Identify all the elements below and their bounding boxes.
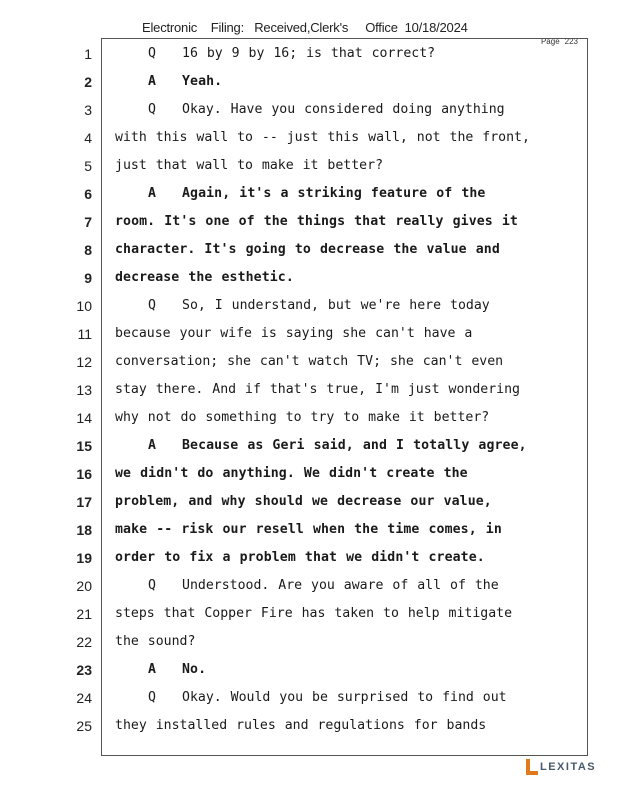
line-text: just that wall to make it better? [115,158,384,173]
line-text: because your wife is saying she can't have a [115,326,473,341]
speaker-label: A [148,438,157,453]
line-number: 14 [76,410,92,426]
line-number: 1 [84,46,92,62]
transcript-line [115,180,580,208]
line-text: stay there. And if that's true, I'm just wondering [115,382,520,397]
line-text: conversation; she can't watch TV; she can't even [115,354,504,369]
line-number: 11 [77,326,92,342]
speaker-label: A [148,662,157,677]
line-number: 16 [76,466,92,482]
page-label-text: Page [540,37,560,46]
transcript-line [115,628,580,656]
transcript-line [115,236,580,264]
transcript-line [115,572,580,600]
transcript-line [115,320,580,348]
transcript-line [115,404,580,432]
line-text: make -- risk our resell when the time comes, in [115,522,502,537]
line-number: 10 [76,298,92,314]
transcript-line [115,432,580,460]
line-number: 13 [76,382,92,398]
line-text: Okay. Would you be surprised to find out [182,690,507,705]
logo-text: LEXITAS [540,761,597,773]
line-text: they installed rules and regulations for bands [115,718,487,733]
line-number: 20 [76,578,92,594]
transcript-body [115,40,580,740]
transcript-line [115,68,580,96]
line-text: steps that Copper Fire has taken to help mitigate [115,606,513,621]
line-number: 9 [84,270,92,286]
line-text: room. It's one of the things that really gives it [115,214,518,229]
transcript-line [115,96,580,124]
speaker-label: Q [148,102,156,117]
line-text: Understood. Are you aware of all of the [182,578,499,593]
line-number: 2 [84,74,92,90]
transcript-line [115,684,580,712]
transcript-line [115,712,580,740]
line-number: 7 [84,214,92,230]
line-number-column [62,40,92,740]
speaker-label: Q [148,298,156,313]
transcript-line [115,40,580,68]
line-text: character. It's going to decrease the value and [115,242,500,257]
speaker-label: Q [148,578,156,593]
line-text: Again, it's a striking feature of the [182,186,486,201]
line-text: why not do something to try to make it better? [115,410,490,425]
speaker-label: A [148,186,157,201]
transcript-line [115,376,580,404]
transcript-line [115,348,580,376]
speaker-label: A [148,74,157,89]
line-text: decrease the esthetic. [115,270,294,285]
lexitas-logo [524,758,596,776]
line-text: we didn't do anything. We didn't create the [115,466,468,481]
line-text: order to fix a problem that we didn't create. [115,550,485,565]
transcript-line [115,544,580,572]
transcript-line [115,460,580,488]
transcript-line [115,264,580,292]
line-number: 15 [76,438,92,454]
line-number: 4 [84,130,92,146]
filing-stamp-header: Electronic Filing: Received,Clerk's Office 10/18/2024 [142,20,468,35]
line-text: Okay. Have you considered doing anything [182,102,505,117]
line-number: 21 [76,606,92,622]
transcript-line [115,208,580,236]
transcript-line [115,152,580,180]
line-number: 22 [76,634,92,650]
line-number: 6 [84,186,92,202]
line-number: 12 [76,354,92,370]
line-number: 24 [76,690,92,706]
transcript-line [115,488,580,516]
line-text: 16 by 9 by 16; is that correct? [182,46,436,61]
page-number: 223 [564,37,578,46]
lexitas-logo-icon [524,759,538,775]
transcript-line [115,292,580,320]
transcript-line [115,516,580,544]
line-text: problem, and why should we decrease our value, [115,494,492,509]
speaker-label: Q [148,46,156,61]
line-number: 17 [76,494,92,510]
line-number: 3 [84,102,92,118]
line-number: 23 [76,662,92,678]
transcript-line [115,656,580,684]
line-number: 5 [84,158,92,174]
speaker-label: Q [148,690,156,705]
line-number: 8 [84,242,92,258]
line-text: Because as Geri said, and I totally agree, [182,438,527,453]
line-text: No. [182,662,207,677]
line-text: the sound? [115,634,196,649]
line-text: Yeah. [182,74,223,89]
transcript-line [115,600,580,628]
line-number: 25 [76,718,92,734]
line-text: So, I understand, but we're here today [182,298,490,313]
line-text: with this wall to -- just this wall, not the front, [115,130,530,145]
transcript-line [115,124,580,152]
line-number: 19 [76,550,92,566]
line-number: 18 [76,522,92,538]
